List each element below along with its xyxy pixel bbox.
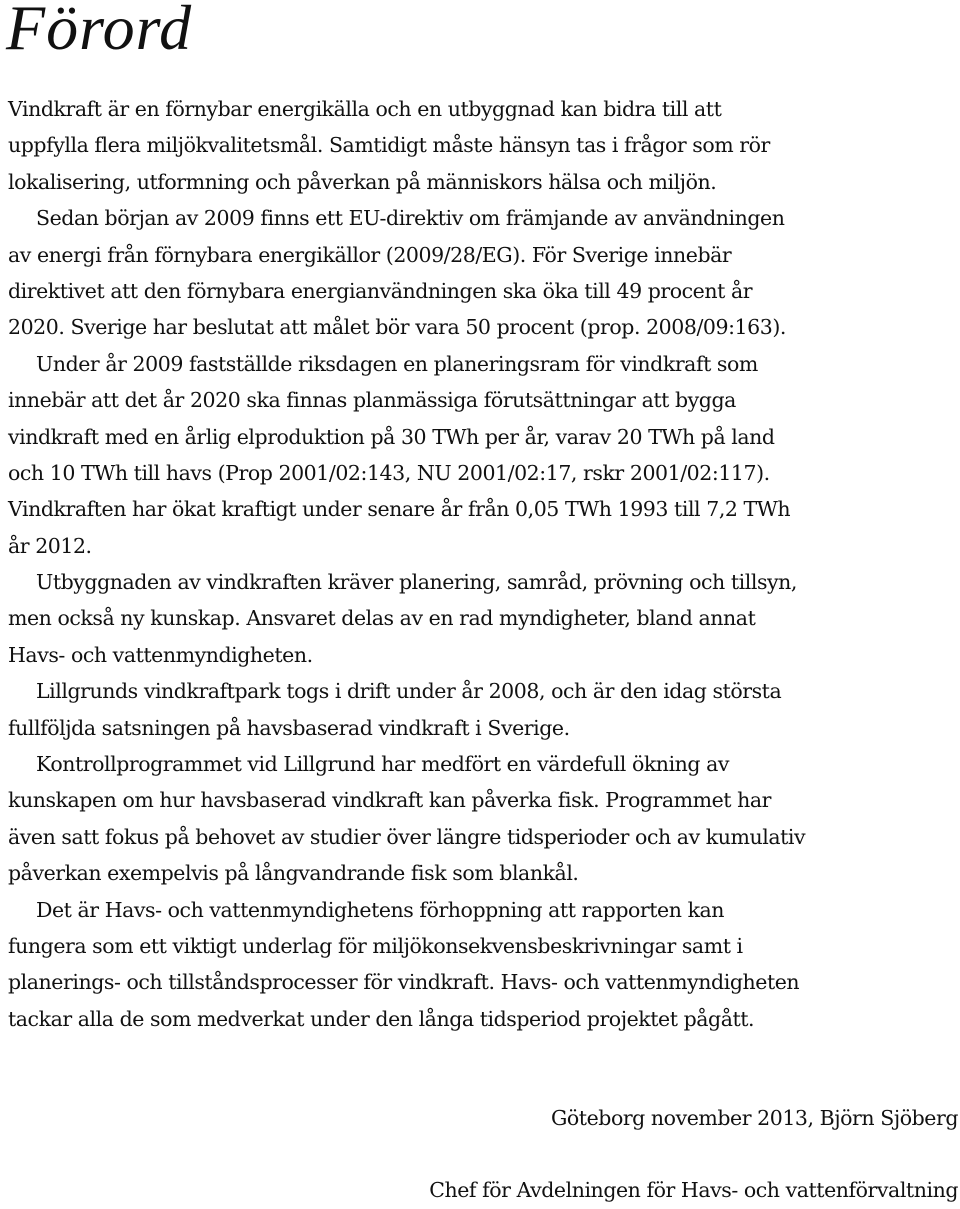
page-title: Förord	[6, 0, 193, 63]
paragraph-6	[8, 746, 960, 892]
text-line: Lillgrunds vindkraftpark togs i drift under år 2008, och är den idag största	[36, 679, 782, 704]
text-line: tackar alla de som medverkat under den långa tidsperiod projektet pågått.	[8, 1006, 755, 1031]
text-line: Under år 2009 fastställde riksdagen en planeringsram för vindkraft som	[36, 351, 758, 376]
text-line: vindkraft med en årlig elproduktion på 30 TWh per år, varav 20 TWh på land	[8, 424, 775, 449]
text-line: uppfylla flera miljökvalitetsmål. Samtidigt måste hänsyn tas i frågor som rör	[8, 133, 770, 158]
text-line: men också ny kunskap. Ansvaret delas av en rad myndigheter, bland annat	[8, 606, 756, 631]
text-line: kunskapen om hur havsbaserad vindkraft kan påverka fisk. Programmet har	[8, 788, 772, 813]
text-line: av energi från förnybara energikällor (2009/28/EG). För Sverige innebär	[8, 242, 732, 267]
signature-place-date-name: Göteborg november 2013, Björn Sjöberg	[550, 1106, 958, 1130]
text-line: även satt fokus på behovet av studier över längre tidsperioder och av kumulativ	[8, 824, 806, 849]
text-line: lokalisering, utformning och påverkan på människors hälsa och miljön.	[8, 169, 717, 194]
foreword-body	[8, 91, 960, 1037]
text-line: påverkan exempelvis på långvandrande fisk som blankål.	[8, 861, 579, 886]
paragraph-3	[8, 346, 960, 564]
paragraph-5	[8, 673, 960, 746]
text-line: Utbyggnaden av vindkraften kräver planering, samråd, prövning och tillsyn,	[36, 570, 797, 595]
paragraph-2	[8, 200, 960, 346]
text-line: år 2012.	[8, 533, 92, 558]
text-line: Vindkraften har ökat kraftigt under senare år från 0,05 TWh 1993 till 7,2 TWh	[8, 497, 791, 522]
text-line: Vindkraft är en förnybar energikälla och en utbyggnad kan bidra till att	[8, 97, 722, 121]
text-line: Havs- och vattenmyndigheten.	[8, 642, 313, 667]
text-line: fullföljda satsningen på havsbaserad vindkraft i Sverige.	[8, 715, 570, 740]
paragraph-7	[8, 892, 960, 1038]
text-line: fungera som ett viktigt underlag för miljökonsekvensbeskrivningar samt i	[8, 933, 743, 958]
text-line: Sedan början av 2009 finns ett EU-direktiv om främjande av användningen	[36, 206, 785, 231]
paragraph-1	[8, 91, 960, 200]
text-line: Kontrollprogrammet vid Lillgrund har medfört en värdefull ökning av	[36, 752, 730, 777]
text-line: och 10 TWh till havs (Prop 2001/02:143, NU 2001/02:17, rskr 2001/02:117).	[8, 460, 770, 485]
text-line: Det är Havs- och vattenmyndighetens förhoppning att rapporten kan	[36, 897, 725, 922]
paragraph-4	[8, 564, 960, 673]
text-line: direktivet att den förnybara energianvändningen ska öka till 49 procent år	[8, 278, 753, 303]
text-line: planerings- och tillståndsprocesser för vindkraft. Havs- och vattenmyndigheten	[8, 970, 800, 995]
text-line: innebär att det år 2020 ska finnas planmässiga förutsättningar att bygga	[8, 388, 736, 413]
text-line: 2020. Sverige har beslutat att målet bör vara 50 procent (prop. 2008/09:163).	[8, 315, 786, 340]
signature-role: Chef för Avdelningen för Havs- och vattenförvaltning	[429, 1178, 958, 1202]
